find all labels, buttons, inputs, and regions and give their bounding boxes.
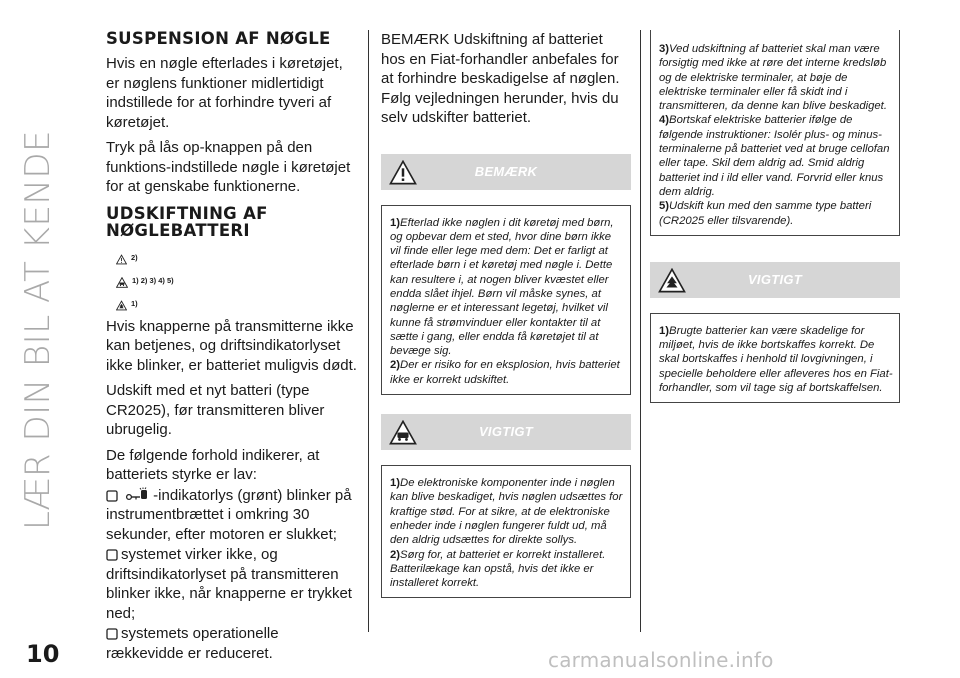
column-2	[381, 30, 631, 608]
note-item	[659, 324, 893, 395]
reference-numbers: 1) 2) 3) 4) 5)	[132, 275, 174, 285]
column-divider-1	[368, 30, 369, 632]
important-box	[650, 313, 900, 403]
note-number: 2)	[390, 359, 401, 372]
note-number: 1)	[390, 216, 401, 229]
heading-line-1: UDSKIFTNING AF	[106, 203, 268, 223]
note-number: 1)	[390, 477, 401, 490]
important-banner-title: VIGTIGT	[747, 271, 803, 287]
note-text: Bortskaf elektriske batterier ifølge de følgende instruktioner: Isolér plus- og minus-terminalerne på batteriet ved at bruge cellofan eller tape. Skil dem aldrig ad. Smid aldrig batteriet ind i ild eller vand. Forvrid eller knus dem aldrig.	[659, 114, 890, 198]
watermark: carmanualsonline.info	[548, 648, 774, 672]
column-3	[650, 30, 900, 413]
bullet-box-icon	[106, 549, 119, 561]
important-banner	[381, 414, 631, 450]
paragraph-battery-1: Hvis knapperne på transmitterne ikke kan betjenes, og driftsindikatorlyset ikke blinker, er batteriet muligvis dødt.	[106, 317, 357, 374]
note-box-continued	[650, 30, 900, 236]
note-item	[659, 199, 893, 228]
bullet-box-icon	[106, 490, 119, 502]
note-item	[659, 113, 893, 199]
heading-line-2: NØGLEBATTERI	[106, 220, 250, 240]
reference-row-important	[106, 266, 358, 288]
note-item	[659, 42, 893, 113]
note-number: 5)	[659, 200, 670, 213]
reference-row-environment	[106, 289, 358, 311]
reference-row-warning	[106, 243, 358, 265]
note-item	[390, 548, 624, 591]
bullet-text: systemet virker ikke, og driftsindikatorlyset på transmitteren blinker ikke, når knapperne er trykket ned;	[106, 546, 352, 622]
reference-numbers: 2)	[131, 252, 138, 262]
heading-key-suspension: SUSPENSION AF NØGLE	[106, 29, 331, 48]
note-text: Efterlad ikke nøglen i dit køretøj med børn, og opbevar dem et sted, hvor dine børn ikke vil finde eller lege med dem: Det er farligt at efterlade børn i et køretøj med nøgle i. Dette kan resultere i, at nogen bliver kvæstet eller endda slået ihjel. Børn vil måske synes, at nøglerne er et interessant legetøj, hvilket vil kunne få strømvinduer eller kontakter til at sætte i gang, eller endda få køretøjet til at bevæge sig.	[390, 216, 614, 358]
paragraph-intro-note: BEMÆRK Udskiftning af batteriet hos en Fiat-forhandler anbefales for at forhindre beskadigelse af nøglen. Følg vejledningen herunder, hvis du selv udskifter batteriet.	[381, 31, 620, 126]
note-number: 1)	[659, 324, 670, 337]
note-text: Brugte batterier kan være skadelige for miljøet, hvis de ikke bortskaffes korrekt. De skal bortskaffes i henhold til lovgivningen, i specielle beholdere eller afleveres hos en Fiat-forhandler, som vil tage sig af bortskaffelsen.	[659, 324, 893, 395]
reference-numbers: 1)	[131, 298, 138, 308]
note-number: 3)	[659, 43, 670, 55]
car-hand-icon	[116, 277, 128, 288]
note-number: 2)	[390, 548, 401, 561]
note-number: 4)	[659, 114, 670, 127]
bullet-text: -indikatorlys (grønt) blinker på instrumentbrættet i omkring 30 sekunder, efter motoren er slukket;	[106, 486, 352, 543]
section-side-title: LÆR DIN BIL AT KENDE	[18, 129, 58, 531]
warning-triangle-icon	[116, 254, 127, 265]
key-indicator-icon	[125, 487, 151, 502]
tree-icon	[116, 300, 127, 311]
heading-battery-replacement	[106, 205, 358, 239]
note-item	[390, 216, 624, 359]
note-item	[390, 476, 624, 547]
note-item	[390, 358, 624, 387]
important-banner	[650, 262, 900, 298]
paragraph-suspension-1: Hvis en nøgle efterlades i køretøjet, er nøglens funktioner midlertidigt indstillede for at forhindre tyveri af køretøjet.	[106, 55, 343, 131]
note-text: De elektroniske komponenter inde i nøglen kan blive beskadiget, hvis nøglen udsættes for kraftige stød. For at sikre, at de elektroniske enheder inde i nøglen fungerer fuldt ud, må den aldrig udsættes for direkte sollys.	[390, 477, 623, 547]
column-divider-2	[640, 30, 641, 632]
note-text: Sørg for, at batteriet er korrekt installeret. Batterilækage kan opstå, hvis det ikke er installeret korrekt.	[390, 548, 606, 590]
bullet-text: systemets operationelle rækkevidde er reduceret.	[106, 625, 279, 662]
note-text: Ved udskiftning af batteriet skal man være forsigtig med ikke at røre det interne kredsløb og de elektriske terminaler, at bøje de elektriske terminaler eller få skidt ind i transmitteren, da denne kan blive beskadiget.	[659, 43, 887, 113]
column-1	[106, 30, 358, 664]
note-text: Der er risiko for en eksplosion, hvis batteriet ikke er korrekt udskiftet.	[390, 359, 620, 386]
paragraph-battery-2: Udskift med et nyt batteri (type CR2025), før transmitteren bliver ubrugelig.	[106, 382, 325, 438]
note-text: Udskift kun med den samme type batteri (CR2025 eller tilsvarende).	[659, 200, 872, 227]
list-item	[106, 545, 358, 623]
bullet-box-icon	[106, 628, 119, 640]
note-banner-title: BEMÆRK	[474, 163, 538, 179]
list-item	[106, 624, 358, 663]
important-banner-title: VIGTIGT	[478, 424, 534, 440]
important-box	[381, 465, 631, 598]
page-number: 10	[26, 640, 60, 668]
paragraph-suspension-2: Tryk på lås op-knappen på den funktions-indstillede nøgle i køretøjet for at genskabe funktionerne.	[106, 139, 351, 195]
note-banner	[381, 154, 631, 190]
note-box	[381, 205, 631, 396]
list-item	[106, 486, 358, 545]
paragraph-battery-3: De følgende forhold indikerer, at batteriets styrke er lav:	[106, 446, 320, 483]
